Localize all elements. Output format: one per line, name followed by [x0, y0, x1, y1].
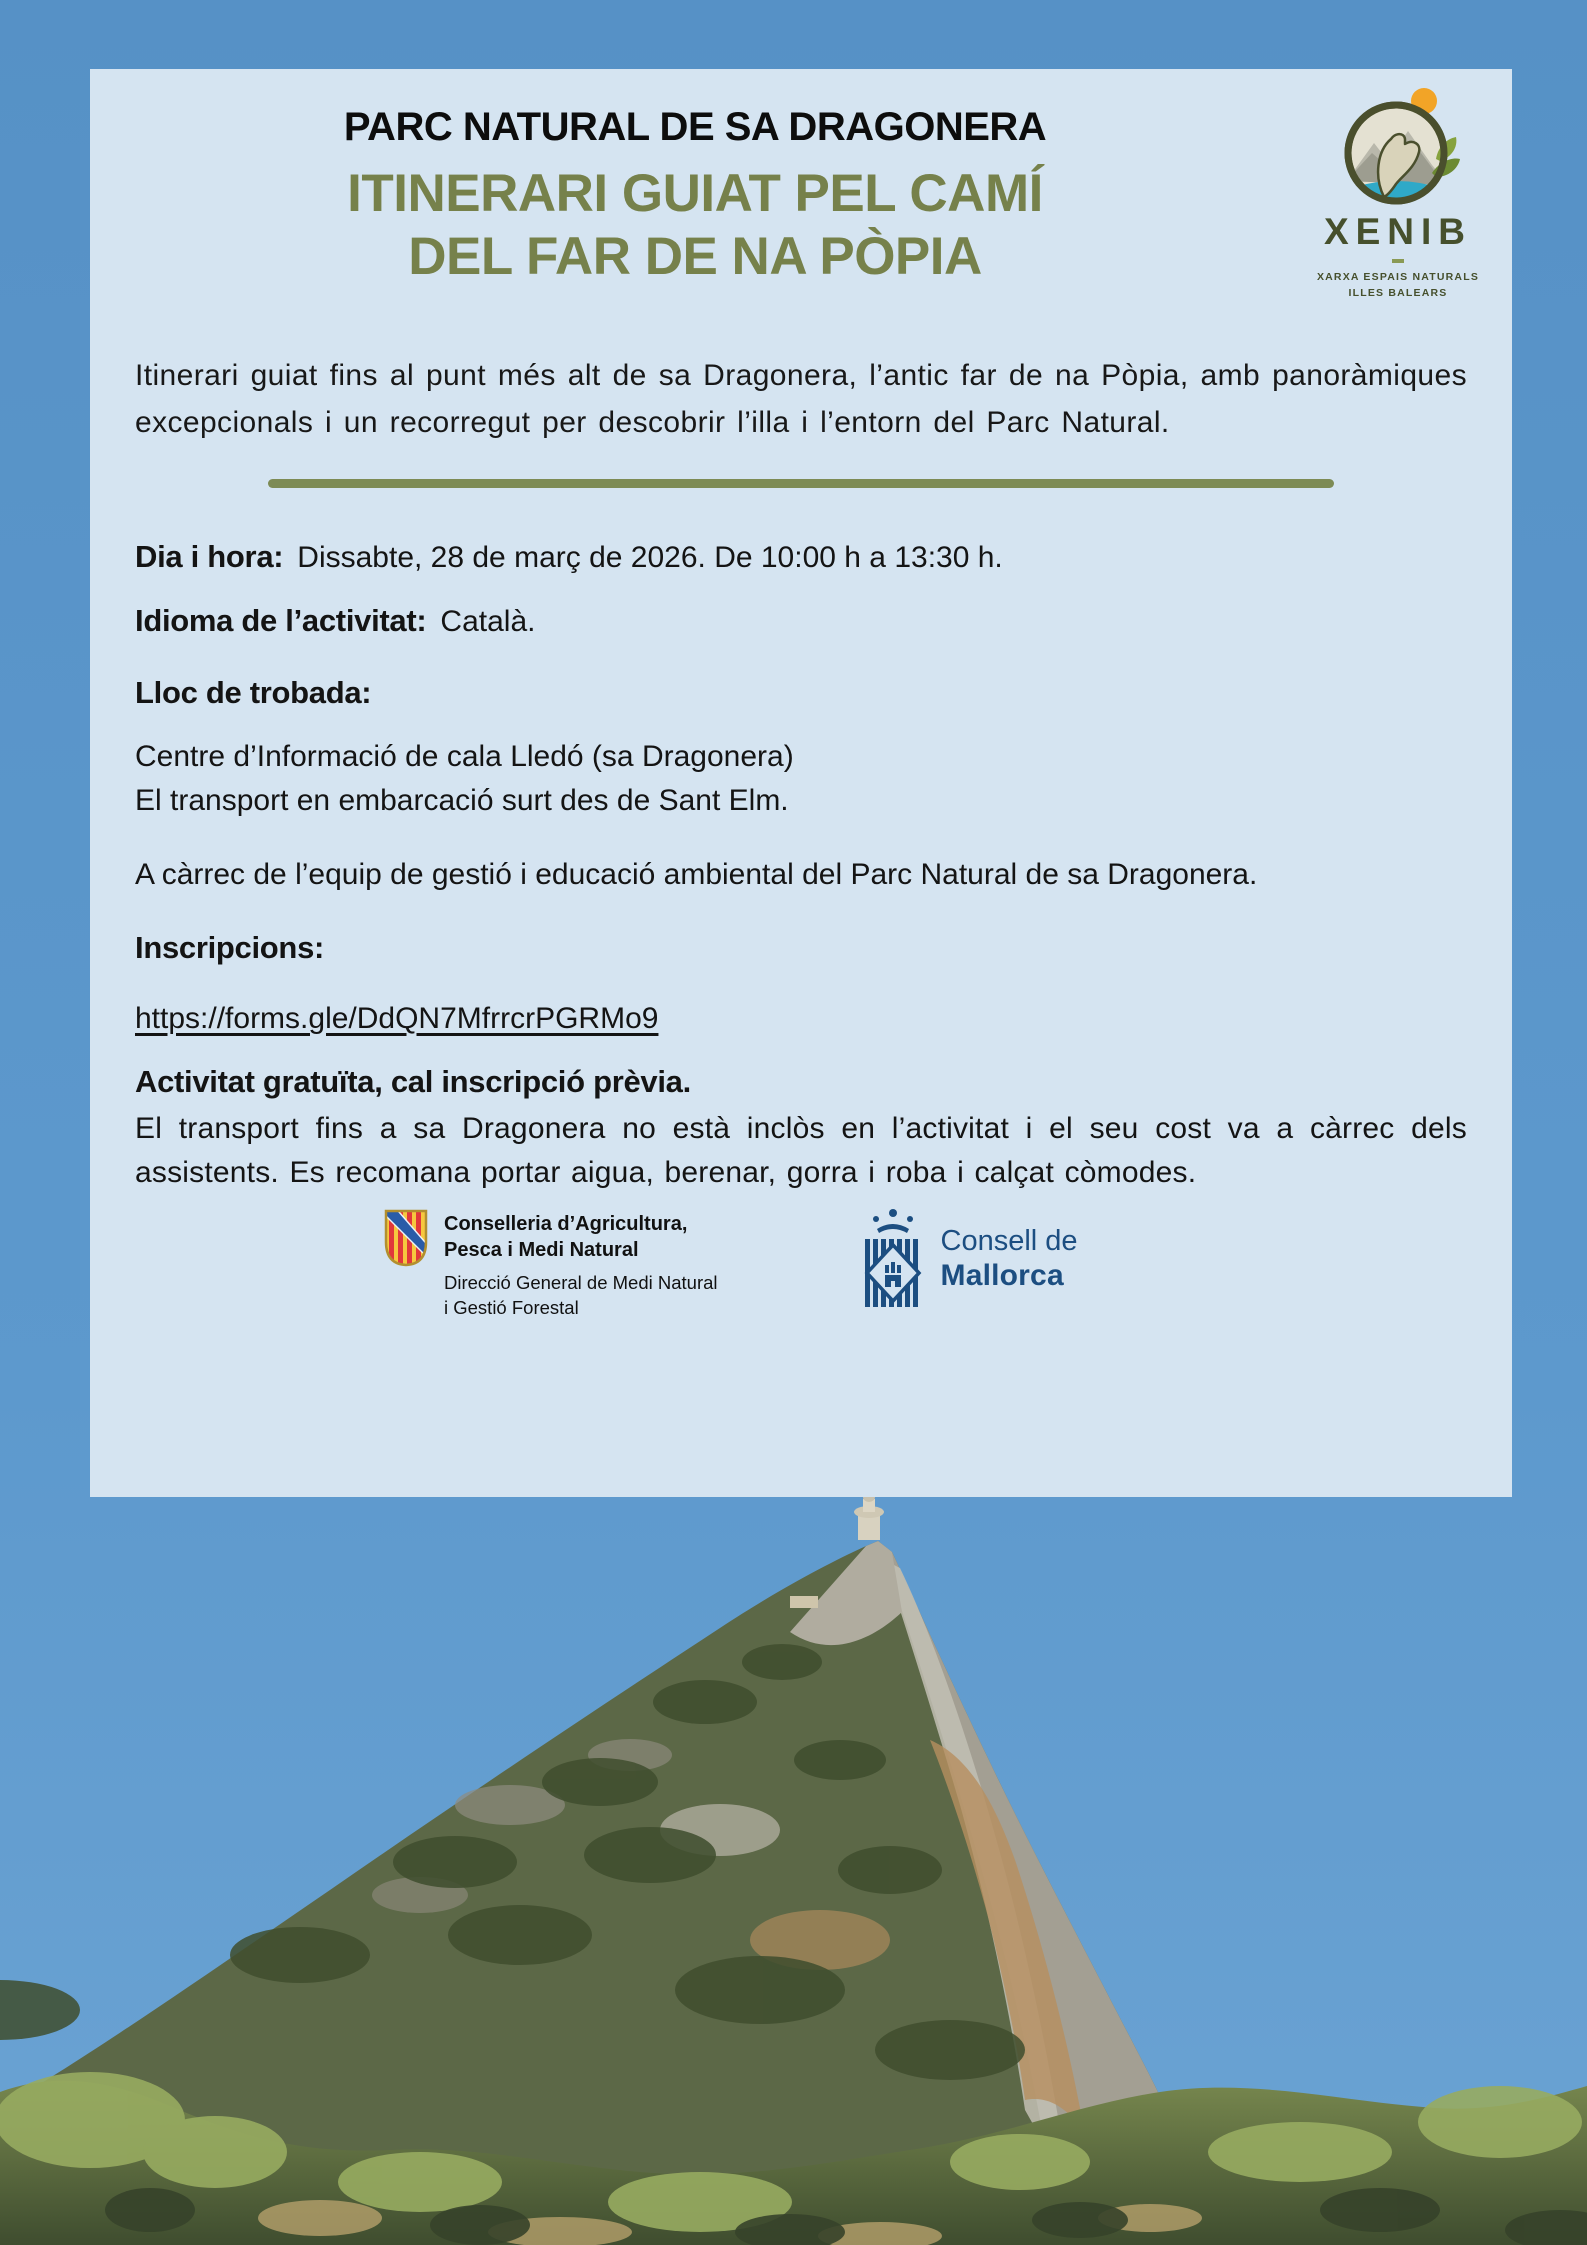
- language-value: Català.: [440, 605, 536, 639]
- conselleria-sub-line2: i Gestió Forestal: [444, 1297, 579, 1319]
- conselleria-sub-line1: Direcció General de Medi Natural: [444, 1272, 718, 1294]
- conselleria-logo: [383, 1209, 718, 1320]
- meeting-point-line2: El transport en embarcació surt des de Sant Elm.: [135, 784, 789, 818]
- poster-card: [90, 69, 1512, 1497]
- meeting-point-details: [135, 735, 1467, 823]
- intro-paragraph: Itinerari guiat fins al punt més alt de sa Dragonera, l’antic far de na Pòpia, amb panoràmiques excepcionals i un recorregut per descobrir l’illa i l’entorn del Parc Natural.: [135, 359, 1467, 440]
- consell-line1: Consell de: [940, 1225, 1078, 1258]
- language-row: [135, 600, 1467, 643]
- free-activity-notice: Activitat gratuïta, cal inscripció prèvia.: [135, 1064, 691, 1100]
- meeting-point-row: [135, 672, 1467, 715]
- xenib-logo: [1292, 81, 1504, 302]
- inscriptions-label: Inscripcions:: [135, 930, 325, 966]
- xenib-tagline-1: XARXA ESPAIS NATURALS: [1316, 271, 1480, 283]
- conselleria-title-line2: Pesca i Medi Natural: [444, 1239, 639, 1262]
- park-title: PARC NATURAL DE SA DRAGONERA: [343, 105, 1047, 149]
- event-title: [135, 163, 1255, 288]
- inscriptions-row: [135, 927, 1467, 970]
- institution-logos: [135, 1209, 1467, 1320]
- event-title-line2: DEL FAR DE NA PÒPIA: [408, 226, 982, 286]
- meeting-point-line1: Centre d’Informació de cala Lledó (sa Dragonera): [135, 740, 794, 774]
- meeting-point-label: Lloc de trobada:: [135, 675, 372, 711]
- organizer-paragraph: A càrrec de l’equip de gestió i educació ambiental del Parc Natural de sa Dragonera.: [135, 858, 1258, 892]
- xenib-dash: [1392, 259, 1404, 263]
- balearic-shield-icon: [383, 1209, 429, 1267]
- date-label: Dia i hora:: [135, 539, 284, 575]
- date-row: [135, 536, 1467, 579]
- event-title-line1: ITINERARI GUIAT PEL CAMÍ: [347, 164, 1043, 223]
- language-label: Idioma de l’activitat:: [135, 603, 427, 639]
- inscriptions-link-line: [135, 998, 1467, 1040]
- inscriptions-link[interactable]: https://forms.gle/DdQN7MfrrcrPGRMo9: [135, 1002, 659, 1036]
- consell-line2: Mallorca: [940, 1259, 1064, 1293]
- transport-notes: El transport fins a sa Dragonera no està inclòs en l’activitat i el seu cost va a càrrec dels assistents. Es recomana portar aigua, berenar, gorra i roba i calçat còmodes.: [135, 1112, 1467, 1190]
- date-value: Dissabte, 28 de març de 2026. De 10:00 h a 13:30 h.: [297, 541, 1003, 575]
- divider-rule: [268, 479, 1334, 488]
- xenib-wordmark: XENIB: [1323, 211, 1473, 252]
- consell-mallorca-logo: [861, 1209, 1078, 1307]
- xenib-emblem-icon: [1332, 81, 1464, 209]
- conselleria-title-line1: Conselleria d’Agricultura,: [444, 1213, 688, 1236]
- xenib-tagline-2: ILLES BALEARS: [1348, 286, 1448, 299]
- consell-mallorca-emblem-icon: [861, 1209, 925, 1307]
